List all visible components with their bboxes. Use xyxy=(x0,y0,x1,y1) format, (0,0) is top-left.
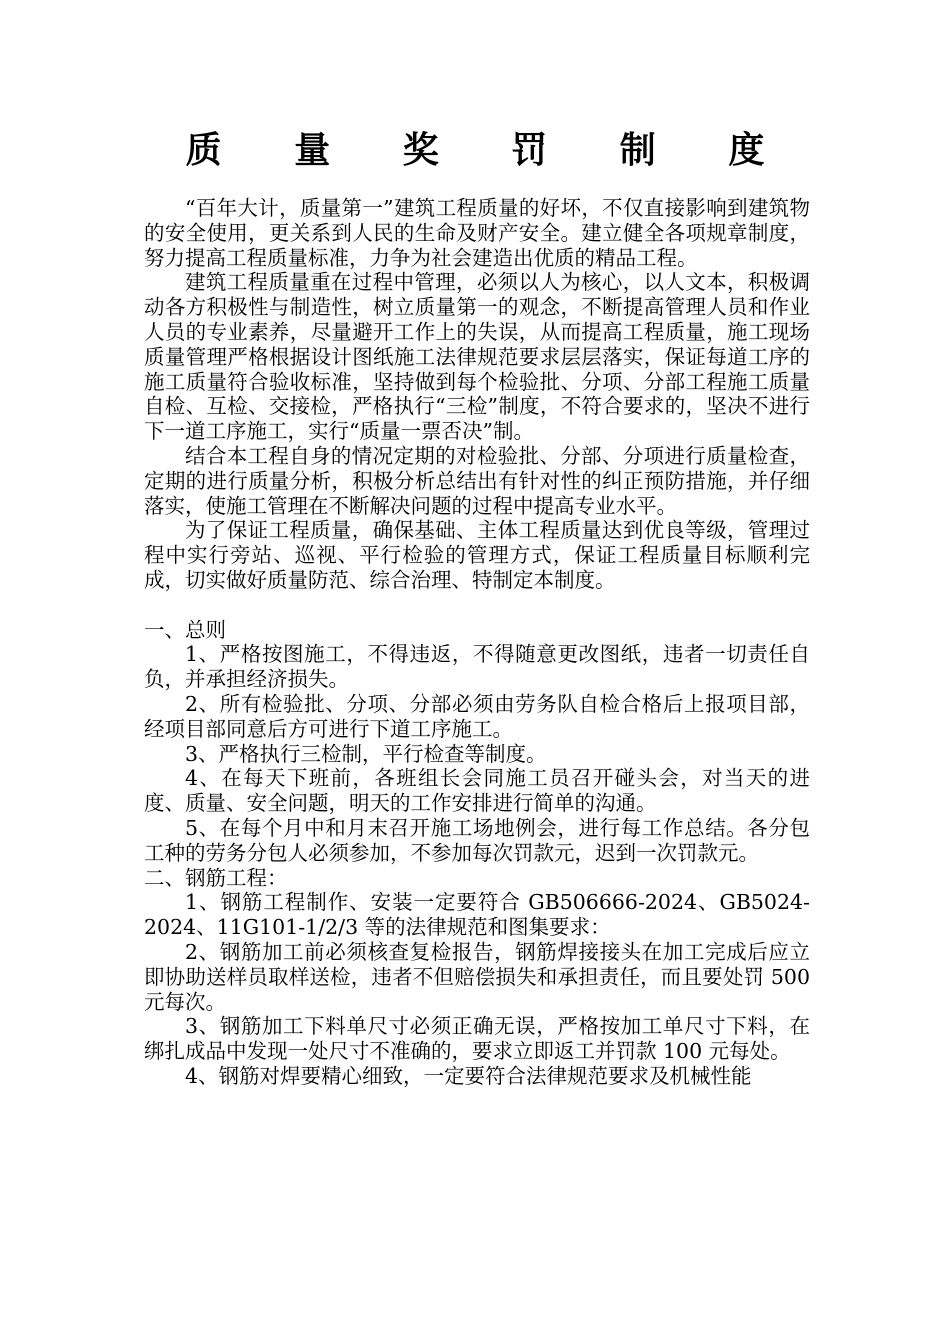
section-heading-rebar: 二、钢筋工程： xyxy=(144,865,288,890)
intro-paragraph: 为了保证工程质量，确保基础、主体工程质量达到优良等级，管理过程中实行旁站、巡视、平行检验的管理方式，保证工程质量目标顺利完成，切实做好质量防范、综合治理、特制定本制度。 xyxy=(144,518,810,592)
section-item: 3、严格执行三检制，平行检查等制度。 xyxy=(185,741,547,766)
section-item: 1、钢筋工程制作、安装一定要符合 GB506666-2024、GB5024-2024、11G101-1/2/3 等的法律规范和图集要求： xyxy=(144,890,810,940)
section-item: 5、在每个月中和月末召开施工场地例会，进行每工作总结。各分包工种的劳务分包人必须参加，不参加每次罚款元，迟到一次罚款元。 xyxy=(144,815,810,865)
section-item: 4、钢筋对焊要精心细致，一定要符合法律规范要求及机械性能 xyxy=(185,1063,752,1088)
document-title: 质 量 奖 罚 制 度 xyxy=(185,129,795,171)
intro-paragraph: “百年大计，质量第一”建筑工程质量的好坏，不仅直接影响到建筑物的安全使用，更关系到人民的生命及财产安全。建立健全各项规章制度，努力提高工程质量标准，力争为社会建造出优质的精品工程。 xyxy=(144,196,810,270)
section-item: 2、钢筋加工前必须核查复检报告，钢筋焊接接头在加工完成后应立即协助送样员取样送检，违者不但赔偿损失和承担责任，而且要处罚 500 元每次。 xyxy=(144,939,810,1014)
intro-paragraph: 建筑工程质量重在过程中管理，必须以人为核心，以人文本，积极调动各方积极性与制造性，树立质量第一的观念，不断提高管理人员和作业人员的专业素养，尽量避开工作上的失误，从而提高工程质量，施工现场质量管理严格根据设计图纸施工法律规范要求层层落实，保证每道工序的施工质量符合验收标准，坚持做到每个检验批、分项、分部工程施工质量自检、互检、交接检，严格执行“三检”制度，不符合要求的，坚决不进行下一道工序施工，实行“质量一票否决”制。 xyxy=(144,270,810,444)
section-item: 4、在每天下班前，各班组长会同施工员召开碰头会，对当天的进度、质量、安全问题，明天的工作安排进行简单的沟通。 xyxy=(144,766,810,816)
section-item: 3、钢筋加工下料单尺寸必须正确无误，严格按加工单尺寸下料，在绑扎成品中发现一处尺寸不准确的，要求立即返工并罚款 100 元每处。 xyxy=(144,1014,810,1064)
intro-paragraph: 结合本工程自身的情况定期的对检验批、分部、分项进行质量检查，定期的进行质量分析，积极分析总结出有针对性的纠正预防措施，并仔细落实，使施工管理在不断解决问题的过程中提高专业水平。 xyxy=(144,443,810,518)
section-item: 1、严格按图施工，不得违返，不得随意更改图纸，违者一切责任自负，并承担经济损失。 xyxy=(144,642,810,692)
paragraph-spacer xyxy=(144,593,810,618)
section-item: 2、所有检验批、分项、分部必须由劳务队自检合格后上报项目部，经项目部同意后方可进行下道工序施工。 xyxy=(144,691,810,741)
document-body xyxy=(144,196,810,1089)
section-heading-general: 一、总则 xyxy=(144,617,226,642)
